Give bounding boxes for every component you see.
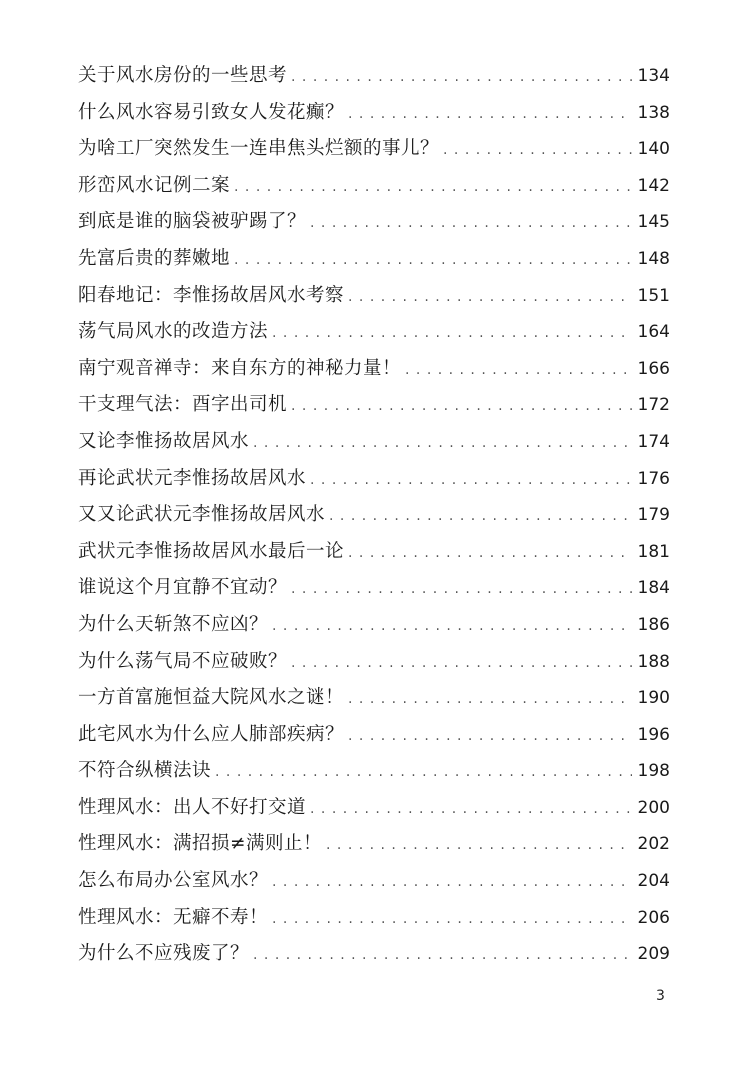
dot-leader [234, 242, 632, 279]
toc-entry-title: 荡气局风水的改造方法 [78, 321, 269, 343]
toc-entry-title: 性理风水：无癖不寿！ [78, 906, 269, 928]
toc-entry-title: 什么风水容易引致女人发花癫？ [78, 101, 345, 123]
toc-entry-page: 164 [637, 322, 670, 343]
toc-entry-title: 为啥工厂突然发生一连串焦头烂额的事儿？ [78, 138, 440, 160]
dot-leader [348, 535, 632, 572]
dot-leader [291, 645, 632, 682]
dot-leader [348, 681, 632, 718]
toc-entry-page: 188 [637, 651, 670, 672]
toc-entry[interactable] [78, 680, 670, 717]
toc-entry-page: 134 [637, 66, 670, 86]
toc-entry[interactable] [78, 131, 670, 168]
toc-entry[interactable] [78, 314, 670, 351]
table-of-contents [78, 58, 670, 973]
toc-entry-page: 179 [637, 505, 670, 526]
toc-entry[interactable] [78, 790, 670, 827]
dot-leader [348, 718, 632, 755]
dot-leader [253, 937, 632, 974]
toc-entry-page: 184 [637, 578, 670, 599]
toc-entry-page: 138 [637, 102, 670, 123]
dot-leader [272, 864, 632, 901]
page-number: 3 [656, 988, 665, 1004]
toc-entry-title: 关于风水房份的一些思考 [78, 65, 288, 86]
toc-entry-title: 性理风水：满招损≠满则止！ [78, 833, 323, 855]
dot-leader [215, 754, 632, 791]
dot-leader [234, 169, 632, 206]
toc-entry-page: 206 [637, 907, 670, 928]
toc-entry-title: 再论武状元李惟扬故居风水 [78, 467, 307, 489]
toc-entry-title: 到底是谁的脑袋被驴踢了？ [78, 211, 307, 233]
toc-entry[interactable] [78, 900, 670, 937]
toc-entry-page: 196 [637, 724, 670, 745]
toc-entry-page: 142 [637, 175, 670, 196]
toc-entry-page: 181 [637, 541, 670, 562]
toc-entry-page: 204 [637, 871, 670, 892]
dot-leader [405, 352, 632, 389]
toc-entry-title: 性理风水：出人不好打交道 [78, 796, 307, 818]
dot-leader [291, 388, 632, 425]
dot-leader [348, 279, 632, 316]
toc-entry[interactable] [78, 278, 670, 315]
toc-entry[interactable] [78, 351, 670, 388]
toc-entry-page: 209 [637, 944, 670, 965]
toc-entry-title: 南宁观音禅寺：来自东方的神秘力量！ [78, 357, 402, 379]
toc-entry-page: 186 [637, 614, 670, 635]
toc-entry-page: 145 [637, 212, 670, 233]
toc-entry-page: 202 [637, 834, 670, 855]
toc-entry[interactable] [78, 863, 670, 900]
toc-entry-page: 172 [637, 395, 670, 416]
toc-entry[interactable] [78, 717, 670, 754]
toc-entry[interactable] [78, 534, 670, 571]
toc-entry[interactable] [78, 168, 670, 205]
dot-leader [326, 827, 632, 864]
toc-entry-title: 谁说这个月宜静不宜动？ [78, 577, 288, 599]
toc-entry[interactable] [78, 607, 670, 644]
toc-entry-page: 198 [637, 761, 670, 782]
toc-entry-title: 武状元李惟扬故居风水最后一论 [78, 540, 345, 562]
toc-entry-page: 174 [637, 431, 670, 452]
toc-entry-page: 140 [637, 139, 670, 160]
toc-entry-title: 干支理气法：酉字出司机 [78, 394, 288, 416]
dot-leader [329, 498, 632, 535]
toc-entry-page: 176 [637, 468, 670, 489]
toc-entry[interactable] [78, 936, 670, 973]
dot-leader [291, 571, 632, 608]
toc-entry-page: 200 [637, 797, 670, 818]
toc-entry[interactable] [78, 753, 670, 790]
toc-entry[interactable] [78, 241, 670, 278]
toc-entry[interactable] [78, 387, 670, 424]
dot-leader [310, 791, 632, 828]
toc-entry-title: 先富后贵的葬嫩地 [78, 247, 231, 269]
toc-entry-title: 形峦风水记例二案 [78, 174, 231, 196]
toc-entry-title: 为什么天斩煞不应凶？ [78, 613, 269, 635]
toc-entry-title: 怎么布局办公室风水？ [78, 870, 269, 892]
toc-entry-title: 不符合纵横法诀 [78, 760, 212, 782]
toc-entry[interactable] [78, 461, 670, 498]
toc-entry-page: 151 [637, 285, 670, 306]
toc-entry-page: 190 [637, 688, 670, 709]
toc-entry[interactable] [78, 826, 670, 863]
toc-entry-title: 此宅风水为什么应人肺部疾病？ [78, 723, 345, 745]
toc-entry-title: 一方首富施恒益大院风水之谜！ [78, 687, 345, 709]
toc-entry[interactable] [78, 644, 670, 681]
dot-leader [310, 205, 632, 242]
dot-leader [272, 608, 632, 645]
toc-entry[interactable] [78, 58, 670, 95]
dot-leader [291, 59, 632, 96]
toc-entry[interactable] [78, 497, 670, 534]
toc-entry[interactable] [78, 204, 670, 241]
toc-entry-title: 又又论武状元李惟扬故居风水 [78, 504, 326, 526]
toc-entry[interactable] [78, 424, 670, 461]
toc-entry-title: 阳春地记：李惟扬故居风水考察 [78, 284, 345, 306]
dot-leader [443, 132, 632, 169]
toc-entry-page: 148 [637, 248, 670, 269]
toc-entry[interactable] [78, 570, 670, 607]
toc-entry-title: 又论李惟扬故居风水 [78, 430, 250, 452]
toc-entry-title: 为什么荡气局不应破败？ [78, 650, 288, 672]
dot-leader [253, 425, 632, 462]
dot-leader [348, 96, 632, 133]
dot-leader [310, 462, 632, 499]
toc-entry-page: 166 [637, 358, 670, 379]
dot-leader [272, 901, 632, 938]
toc-entry[interactable] [78, 95, 670, 132]
dot-leader [272, 315, 632, 352]
toc-entry-title: 为什么不应残废了？ [78, 943, 250, 965]
